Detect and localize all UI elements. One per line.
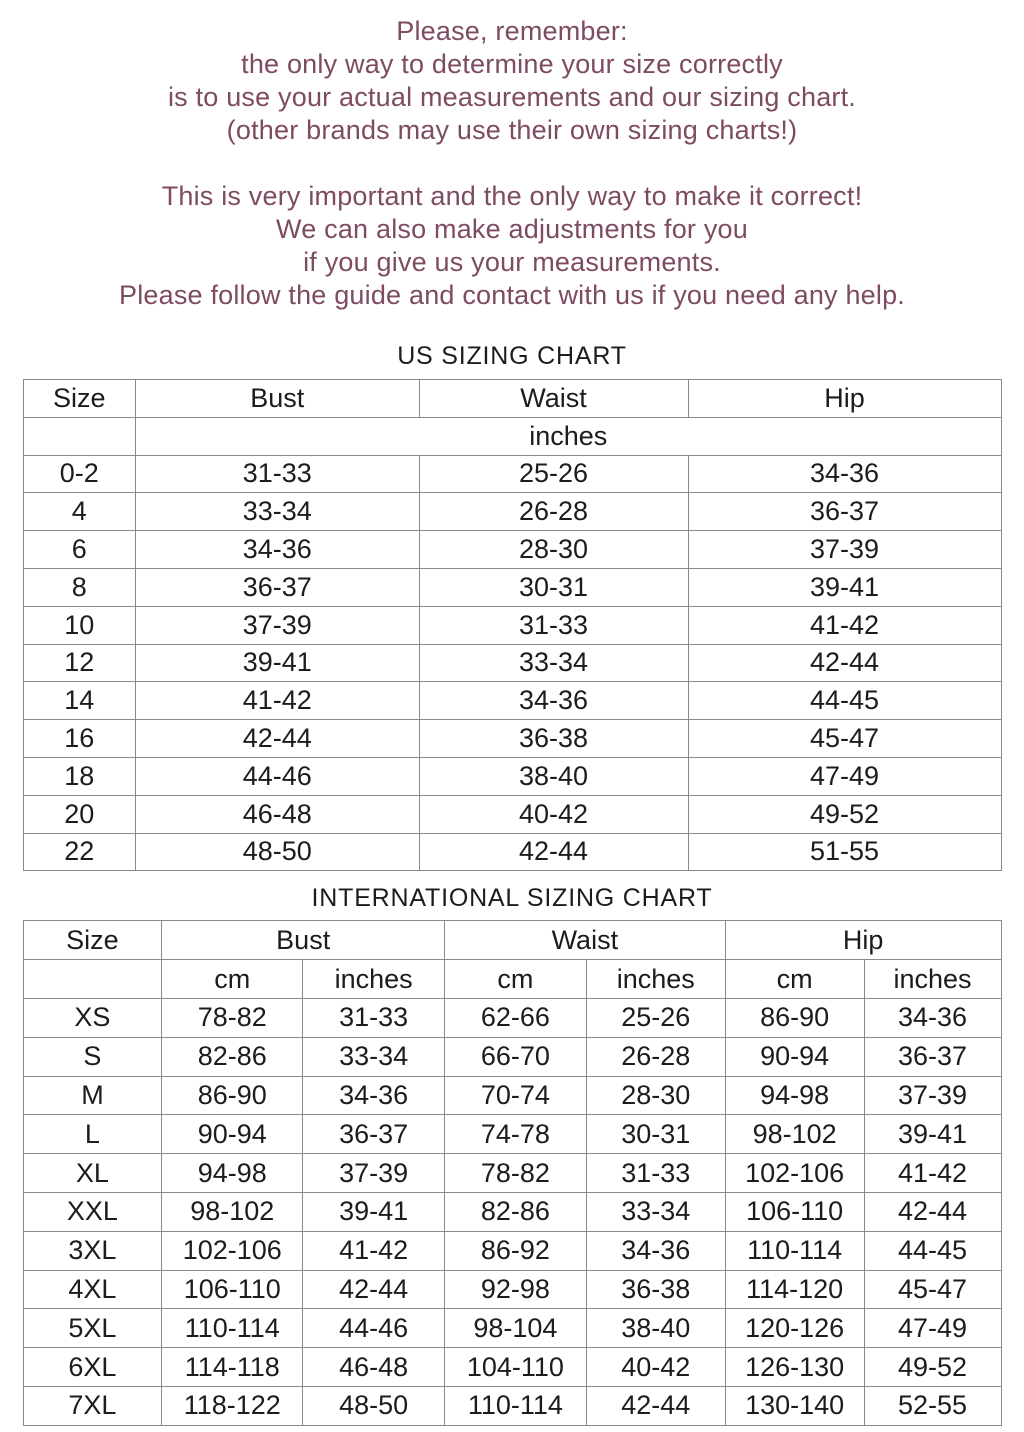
unit-label-hip-cm: cm [725,960,864,999]
hip-cm-cell: 106-110 [725,1192,864,1231]
bust-cm-cell: 94-98 [162,1154,303,1193]
waist-inches-cell: 38-40 [586,1309,725,1348]
waist-cm-cell: 104-110 [445,1348,587,1387]
intro-line: Please, remember: [396,16,628,46]
table-row [23,720,1001,758]
size-cell: L [23,1115,162,1154]
intro-note [0,0,1024,312]
table-row [23,1076,1001,1115]
hip-cm-cell: 126-130 [725,1348,864,1387]
hip-cell: 37-39 [688,531,1001,569]
bust-inches-cell: 39-41 [303,1192,445,1231]
column-header-hip: Hip [725,921,1001,960]
bust-inches-cell: 33-34 [303,1037,445,1076]
table-row [23,1154,1001,1193]
waist-cell: 26-28 [419,493,688,531]
bust-cell: 37-39 [135,606,419,644]
hip-cm-cell: 98-102 [725,1115,864,1154]
hip-cell: 45-47 [688,720,1001,758]
hip-inches-cell: 47-49 [864,1309,1001,1348]
hip-cell: 39-41 [688,568,1001,606]
hip-cm-cell: 90-94 [725,1037,864,1076]
bust-cm-cell: 86-90 [162,1076,303,1115]
bust-cm-cell: 114-118 [162,1348,303,1387]
size-cell: M [23,1076,162,1115]
size-cell: 0-2 [23,455,135,493]
waist-inches-cell: 28-30 [586,1076,725,1115]
bust-cm-cell: 78-82 [162,998,303,1037]
waist-cell: 40-42 [419,795,688,833]
table-row [23,455,1001,493]
intro-line: is to use your actual measurements and our sizing chart. [167,82,857,112]
hip-inches-cell: 39-41 [864,1115,1001,1154]
table-row [23,757,1001,795]
table-row [23,833,1001,871]
bust-cm-cell: 106-110 [162,1270,303,1309]
size-cell: 6XL [23,1348,162,1387]
empty-cell [23,960,162,999]
bust-inches-cell: 48-50 [303,1386,445,1425]
table-row [23,1037,1001,1076]
table-row [23,644,1001,682]
waist-cell: 28-30 [419,531,688,569]
intl-unit-row [23,960,1001,999]
hip-cm-cell: 94-98 [725,1076,864,1115]
waist-cm-cell: 92-98 [445,1270,587,1309]
table-row [23,682,1001,720]
international-sizing-table [23,920,1002,1425]
column-header-bust: Bust [135,380,419,418]
column-header-size: Size [23,380,135,418]
table-row [23,795,1001,833]
hip-inches-cell: 34-36 [864,998,1001,1037]
waist-cell: 36-38 [419,720,688,758]
table-row [23,531,1001,569]
size-cell: 10 [23,606,135,644]
size-cell: 22 [23,833,135,871]
intl-header-row [23,921,1001,960]
hip-cell: 49-52 [688,795,1001,833]
waist-inches-cell: 30-31 [586,1115,725,1154]
hip-inches-cell: 36-37 [864,1037,1001,1076]
bust-cm-cell: 110-114 [162,1309,303,1348]
table-row [23,493,1001,531]
hip-inches-cell: 49-52 [864,1348,1001,1387]
waist-cell: 25-26 [419,455,688,493]
hip-inches-cell: 52-55 [864,1386,1001,1425]
table-row [23,1270,1001,1309]
hip-cell: 34-36 [688,455,1001,493]
waist-cell: 30-31 [419,568,688,606]
size-cell: 18 [23,757,135,795]
bust-cell: 42-44 [135,720,419,758]
column-header-size: Size [23,921,162,960]
us-header-row [23,380,1001,418]
waist-inches-cell: 40-42 [586,1348,725,1387]
waist-cm-cell: 70-74 [445,1076,587,1115]
bust-inches-cell: 46-48 [303,1348,445,1387]
waist-cell: 34-36 [419,682,688,720]
waist-inches-cell: 26-28 [586,1037,725,1076]
column-header-hip: Hip [688,380,1001,418]
bust-cell: 46-48 [135,795,419,833]
bust-inches-cell: 37-39 [303,1154,445,1193]
waist-cell: 38-40 [419,757,688,795]
hip-cm-cell: 120-126 [725,1309,864,1348]
bust-cell: 41-42 [135,682,419,720]
size-cell: 6 [23,531,135,569]
table-row [23,606,1001,644]
hip-cell: 51-55 [688,833,1001,871]
bust-inches-cell: 34-36 [303,1076,445,1115]
hip-inches-cell: 45-47 [864,1270,1001,1309]
bust-inches-cell: 42-44 [303,1270,445,1309]
waist-cm-cell: 98-104 [445,1309,587,1348]
column-header-waist: Waist [445,921,726,960]
empty-cell [23,417,135,455]
size-cell: 12 [23,644,135,682]
intro-line: Please follow the guide and contact with us if you need any help. [118,280,905,310]
intro-paragraph-1 [0,15,1024,147]
intro-paragraph-2 [0,180,1024,312]
waist-inches-cell: 33-34 [586,1192,725,1231]
bust-inches-cell: 41-42 [303,1231,445,1270]
size-cell: 5XL [23,1309,162,1348]
waist-cm-cell: 82-86 [445,1192,587,1231]
table-row [23,1386,1001,1425]
intro-line: if you give us your measurements. [303,247,721,277]
waist-cell: 33-34 [419,644,688,682]
unit-label-waist-cm: cm [445,960,587,999]
waist-inches-cell: 25-26 [586,998,725,1037]
waist-inches-cell: 42-44 [586,1386,725,1425]
bust-inches-cell: 31-33 [303,998,445,1037]
hip-inches-cell: 41-42 [864,1154,1001,1193]
waist-cm-cell: 78-82 [445,1154,587,1193]
bust-cm-cell: 82-86 [162,1037,303,1076]
column-header-waist: Waist [419,380,688,418]
bust-cell: 44-46 [135,757,419,795]
hip-cell: 41-42 [688,606,1001,644]
unit-label-waist-inches: inches [586,960,725,999]
unit-label: inches [135,417,1001,455]
table-row [23,568,1001,606]
size-cell: 4XL [23,1270,162,1309]
unit-label-bust-cm: cm [162,960,303,999]
waist-cm-cell: 62-66 [445,998,587,1037]
waist-cm-cell: 74-78 [445,1115,587,1154]
size-cell: 20 [23,795,135,833]
intro-line: This is very important and the only way to make it correct! [161,181,863,211]
unit-label-bust-inches: inches [303,960,445,999]
hip-inches-cell: 42-44 [864,1192,1001,1231]
bust-inches-cell: 44-46 [303,1309,445,1348]
table-row [23,1115,1001,1154]
size-cell: 16 [23,720,135,758]
hip-cell: 42-44 [688,644,1001,682]
table-row [23,1231,1001,1270]
international-chart-title: INTERNATIONAL SIZING CHART [311,884,713,913]
us-chart-title: US SIZING CHART [397,342,627,370]
waist-cm-cell: 66-70 [445,1037,587,1076]
column-header-bust: Bust [162,921,445,960]
size-cell: 4 [23,493,135,531]
hip-cell: 36-37 [688,493,1001,531]
bust-cell: 48-50 [135,833,419,871]
table-row [23,1309,1001,1348]
table-row [23,998,1001,1037]
hip-cm-cell: 110-114 [725,1231,864,1270]
us-sizing-table [23,379,1002,871]
hip-cm-cell: 114-120 [725,1270,864,1309]
intro-line: the only way to determine your size correctly [241,49,783,79]
waist-cell: 42-44 [419,833,688,871]
size-cell: 3XL [23,1231,162,1270]
us-unit-row [23,417,1001,455]
hip-cell: 47-49 [688,757,1001,795]
bust-cm-cell: 98-102 [162,1192,303,1231]
hip-cell: 44-45 [688,682,1001,720]
hip-cm-cell: 130-140 [725,1386,864,1425]
bust-cm-cell: 102-106 [162,1231,303,1270]
intro-line: (other brands may use their own sizing charts!) [226,115,798,145]
hip-cm-cell: 102-106 [725,1154,864,1193]
hip-cm-cell: 86-90 [725,998,864,1037]
size-cell: XL [23,1154,162,1193]
bust-cell: 34-36 [135,531,419,569]
waist-cm-cell: 110-114 [445,1386,587,1425]
size-cell: XS [23,998,162,1037]
size-cell: 14 [23,682,135,720]
waist-cell: 31-33 [419,606,688,644]
size-cell: 8 [23,568,135,606]
bust-cm-cell: 118-122 [162,1386,303,1425]
hip-inches-cell: 37-39 [864,1076,1001,1115]
bust-cell: 33-34 [135,493,419,531]
table-row [23,1348,1001,1387]
hip-inches-cell: 44-45 [864,1231,1001,1270]
table-row [23,1192,1001,1231]
bust-inches-cell: 36-37 [303,1115,445,1154]
bust-cm-cell: 90-94 [162,1115,303,1154]
intro-line: We can also make adjustments for you [276,214,748,244]
bust-cell: 36-37 [135,568,419,606]
size-cell: XXL [23,1192,162,1231]
size-cell: 7XL [23,1386,162,1425]
waist-inches-cell: 31-33 [586,1154,725,1193]
bust-cell: 31-33 [135,455,419,493]
waist-cm-cell: 86-92 [445,1231,587,1270]
size-cell: S [23,1037,162,1076]
waist-inches-cell: 36-38 [586,1270,725,1309]
unit-label-hip-inches: inches [864,960,1001,999]
waist-inches-cell: 34-36 [586,1231,725,1270]
bust-cell: 39-41 [135,644,419,682]
